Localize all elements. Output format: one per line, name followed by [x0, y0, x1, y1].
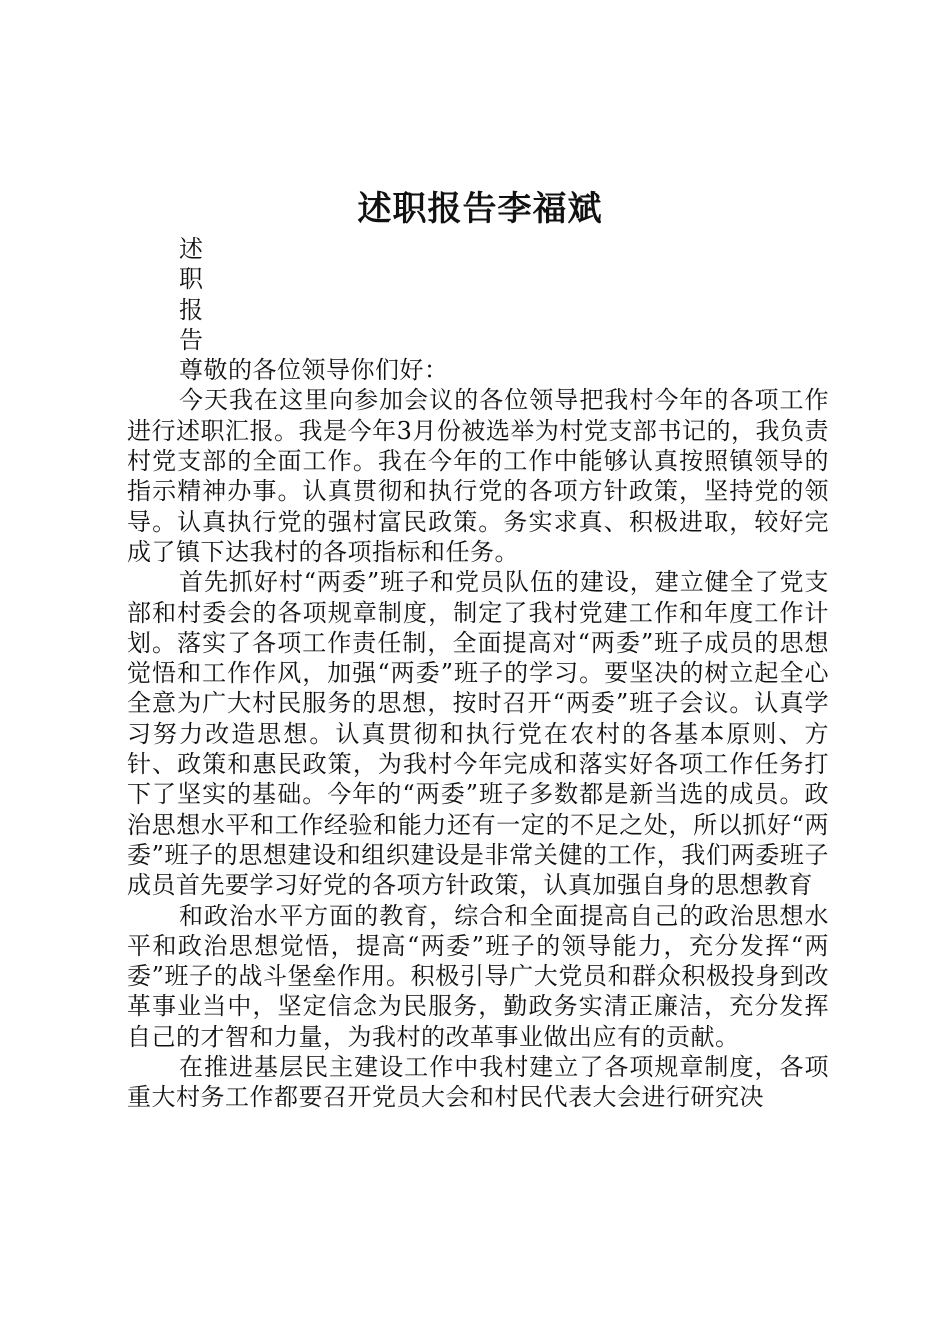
paragraph: 在推进基层民主建设工作中我村建立了各项规章制度，各项重大村务工作都要召开党员大会和村民代表大会进行研究决: [127, 1053, 829, 1112]
document-title: 述职报告李福斌: [357, 189, 603, 229]
vertical-heading-char: 述: [179, 235, 204, 263]
greeting: 尊敬的各位领导你们好：: [179, 356, 449, 385]
paragraph: 和政治水平方面的教育，综合和全面提高自己的政治思想水平和政治思想觉悟，提高“两委”班子的领导能力，充分发挥“两委”班子的战斗堡垒作用。积极引导广大党员和群众积极投身到改革事业当中，坚定信念为民服务，勤政务实清正廉洁，充分发挥自己的才智和力量，为我村的改革事业做出应有的贡献。: [127, 901, 829, 1051]
vertical-heading-char: 告: [179, 325, 204, 354]
vertical-heading-char: 职: [179, 265, 204, 294]
paragraph: 今天我在这里向参加会议的各位领导把我村今年的各项工作进行述职汇报。我是今年3月份被选举为村党支部书记的，我负责村党支部的全面工作。我在今年的工作中能够认真按照镇领导的指示精神办事。认真贯彻和执行党的各项方针政策，坚持党的领导。认真执行党的强村富民政策。务实求真、积极进取，较好完成了镇下达我村的各项指标和任务。: [127, 386, 829, 566]
paragraph: 首先抓好村“两委”班子和党员队伍的建设，建立健全了党支部和村委会的各项规章制度，制定了我村党建工作和年度工作计划。落实了各项工作责任制，全面提高对“两委”班子成员的思想觉悟和工作作风，加强“两委”班子的学习。要坚决的树立起全心全意为广大村民服务的思想，按时召开“两委”班子会议。认真学习努力改造思想。认真贯彻和执行党在农村的各基本原则、方针、政策和惠民政策，为我村今年完成和落实好各项工作任务打下了坚实的基础。今年的“两委”班子多数都是新当选的成员。政治思想水平和工作经验和能力还有一定的不足之处，所以抓好“两委”班子的思想建设和组织建设是非常关健的工作，我们两委班子成员首先要学习好党的各项方针政策，认真加强自身的思想教育: [127, 568, 829, 900]
vertical-heading-char: 报: [179, 295, 204, 324]
document-body: [127, 234, 829, 1113]
